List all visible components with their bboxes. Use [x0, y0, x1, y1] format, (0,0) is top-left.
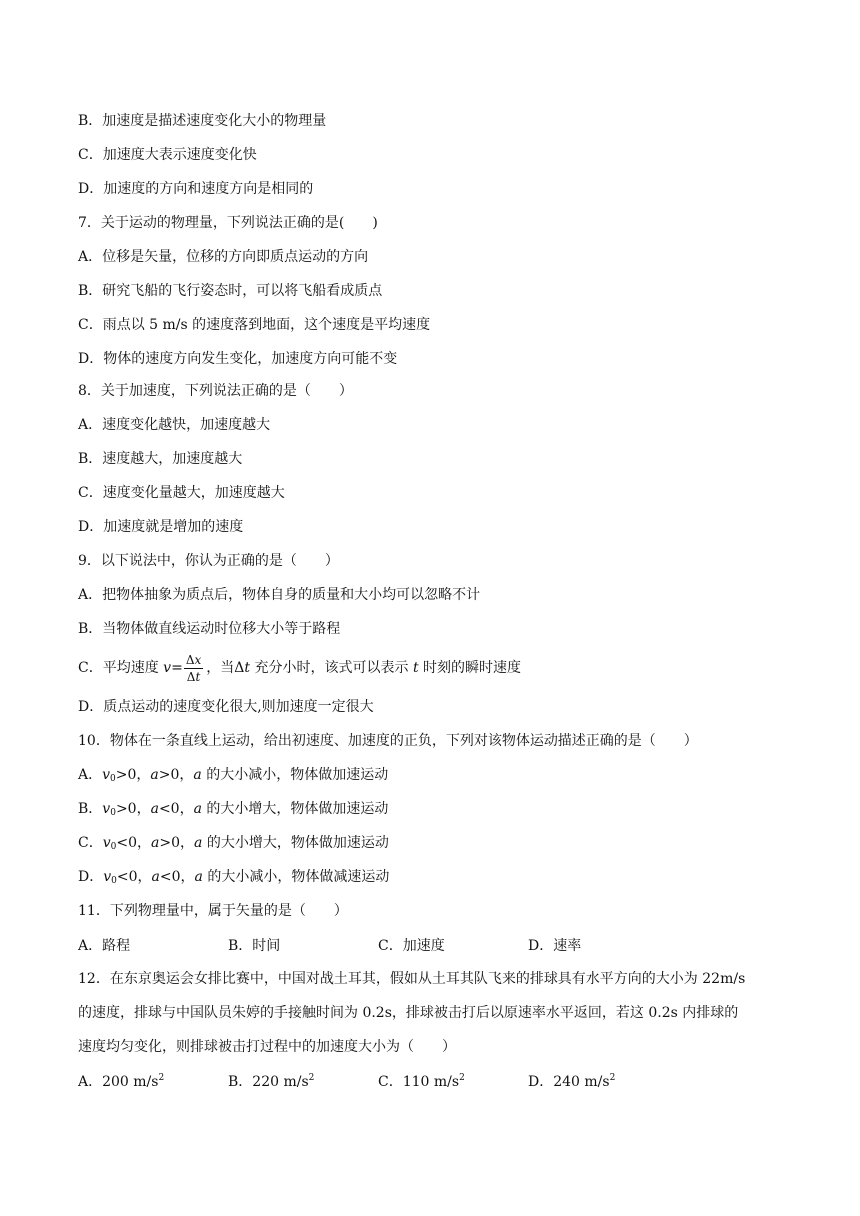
q10-b-a2: a — [193, 801, 202, 817]
q10-c-s3: 的大小增大，物体做加速运动 — [202, 835, 389, 851]
q9-num-delta: Δ — [185, 652, 195, 667]
q10-stem: 10．物体在一条直线上运动，给出初速度、加速度的正负，下列对该物体运动描述正确的是（ ） — [78, 733, 698, 749]
q8-option-d: D．加速度就是增加的速度 — [78, 519, 244, 535]
q11-option-d: D．速率 — [528, 938, 582, 954]
q10-option-a — [78, 765, 388, 785]
q10-c-s2: >0， — [159, 835, 195, 851]
q11-option-a: A．路程 — [78, 938, 131, 954]
q12-options — [78, 1071, 778, 1091]
q8-option-a: A．速度变化越快，加速度越大 — [78, 417, 271, 433]
q12-line-3: 速度均匀变化，则排球被击打过程中的加速度大小为（ ） — [78, 1039, 456, 1055]
q10-c-a2: a — [194, 835, 203, 851]
q6-option-b: B．加速度是描述速度变化大小的物理量 — [78, 113, 327, 129]
q9-option-c-mid1: ，当Δ — [206, 660, 245, 676]
q12-option-b — [228, 1071, 314, 1091]
q9-option-c-mid2: 充分小时，该式可以表示 — [250, 660, 413, 676]
q10-a-a2: a — [193, 767, 202, 783]
q12-c-text: C．110 m/s — [378, 1074, 460, 1090]
q9-num-var: x — [194, 652, 202, 667]
q9-fraction-numerator — [184, 653, 203, 669]
q10-d-a2: a — [194, 869, 203, 885]
q9-t-symbol-1: t — [244, 660, 251, 676]
q10-d-s2: <0， — [159, 869, 195, 885]
q10-c-s1: <0， — [116, 835, 152, 851]
q11-options — [78, 935, 778, 955]
q10-option-c — [78, 833, 389, 853]
q10-option-d — [78, 867, 389, 887]
q7-option-a: A．位移是矢量，位移的方向即质点运动的方向 — [78, 249, 369, 265]
q10-a-s3: 的大小减小，物体做加速运动 — [201, 767, 389, 783]
q9-option-a: A．把物体抽象为质点后，物体自身的质量和大小均可以忽略不计 — [78, 587, 481, 603]
q10-c-a: a — [151, 835, 160, 851]
q12-option-c — [378, 1071, 465, 1091]
q12-option-d — [528, 1071, 615, 1091]
q11-stem: 11．下列物理量中，属于矢量的是（ ） — [78, 903, 348, 919]
q12-c-exp: 2 — [459, 1073, 465, 1083]
q9-option-c-prefix: C．平均速度 — [78, 660, 164, 676]
q10-b-a: a — [150, 801, 159, 817]
q9-option-c — [78, 651, 521, 685]
q9-option-b: B．当物体做直线运动时位移大小等于路程 — [78, 621, 341, 637]
q8-stem: 8．关于加速度，下列说法正确的是（ ） — [78, 383, 353, 399]
q10-option-b — [78, 799, 388, 819]
q10-c-label: C． — [78, 835, 103, 851]
q10-d-s3: 的大小减小，物体做减速运动 — [202, 869, 390, 885]
q10-a-v: v — [102, 767, 111, 783]
q10-b-s2: <0， — [158, 801, 194, 817]
q10-a-s1: >0， — [115, 767, 151, 783]
q10-d-v: v — [103, 869, 112, 885]
q6-option-c: C．加速度大表示速度变化快 — [78, 147, 257, 163]
q10-b-v: v — [102, 801, 111, 817]
q7-stem: 7．关于运动的物理量，下列说法正确的是( ) — [78, 215, 378, 231]
q10-b-s1: >0， — [115, 801, 151, 817]
q8-option-b: B．速度越大，加速度越大 — [78, 451, 243, 467]
q10-c-sub: 0 — [110, 842, 117, 852]
q10-c-v: v — [102, 835, 111, 851]
q11-option-b: B．时间 — [228, 938, 281, 954]
q9-option-d: D．质点运动的速度变化很大,则加速度一定很大 — [78, 699, 374, 715]
q12-option-a — [78, 1071, 164, 1091]
q12-line-1: 12．在东京奥运会女排比赛中，中国对战土耳其，假如从土耳其队飞来的排球具有水平方向的大小为 22m/s — [78, 971, 746, 987]
q10-a-sub: 0 — [110, 774, 116, 784]
q12-d-text: D．240 m/s — [528, 1074, 610, 1090]
q11-option-c: C．加速度 — [378, 938, 445, 954]
q9-stem: 9．以下说法中，你认为正确的是（ ） — [78, 553, 339, 569]
q7-option-d: D．物体的速度方向发生变化，加速度方向可能不变 — [78, 351, 398, 367]
q9-equals: = — [171, 660, 183, 676]
q8-option-c: C．速度变化量越大，加速度越大 — [78, 485, 285, 501]
q7-option-b: B．研究飞船的飞行姿态时，可以将飞船看成质点 — [78, 283, 383, 299]
q9-fraction — [184, 653, 203, 684]
q12-a-exp: 2 — [158, 1073, 165, 1083]
q12-a-text: A．200 m/s — [78, 1074, 159, 1090]
q10-a-s2: >0， — [158, 767, 194, 783]
q10-b-sub: 0 — [110, 808, 116, 818]
q10-a-a: a — [150, 767, 159, 783]
q10-d-label: D． — [78, 869, 104, 885]
q10-b-s3: 的大小增大，物体做加速运动 — [201, 801, 389, 817]
q9-den-var: t — [195, 669, 201, 684]
q10-b-label: B． — [78, 801, 103, 817]
q10-d-sub: 0 — [111, 876, 117, 886]
q7-option-c: C．雨点以 5 m/s 的速度落到地面，这个速度是平均速度 — [78, 317, 431, 333]
q10-d-a: a — [151, 869, 160, 885]
q12-b-text: B．220 m/s — [228, 1074, 309, 1090]
q12-line-2: 的速度，排球与中国队员朱婷的手接触时间为 0.2s，排球被击打后以原速率水平返回，若这 0.2s 内排球的 — [78, 1005, 739, 1021]
q12-d-exp: 2 — [609, 1073, 616, 1083]
q10-a-label: A． — [78, 767, 103, 783]
q9-den-delta: Δ — [186, 669, 196, 684]
q9-velocity-symbol: v — [163, 660, 172, 676]
q12-b-exp: 2 — [308, 1073, 315, 1083]
q9-t-symbol-2: t — [412, 660, 419, 676]
q10-d-s1: <0， — [116, 869, 152, 885]
q6-option-d: D．加速度的方向和速度方向是相同的 — [78, 181, 314, 197]
q9-fraction-denominator — [184, 669, 203, 684]
q9-option-c-suffix: 时刻的瞬时速度 — [418, 660, 522, 676]
